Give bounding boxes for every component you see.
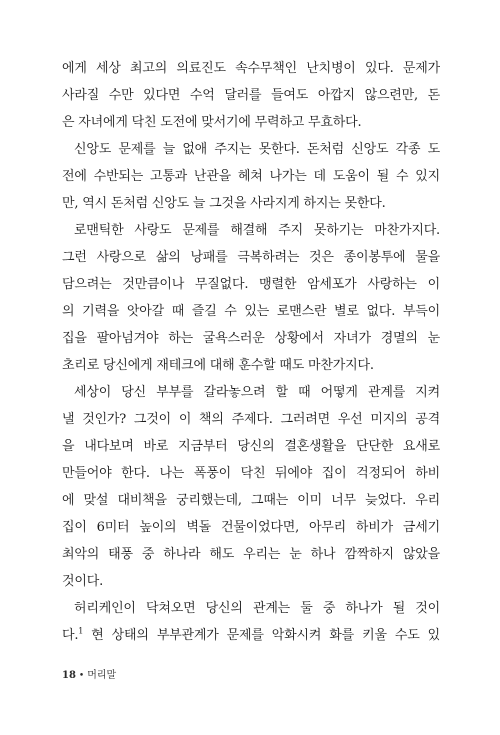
body-line: 세상이 당신 부부를 갈라놓으려 할 때 어떻게 관계를 지켜 xyxy=(74,385,440,400)
body-line: 에 맞설 대비책을 궁리했는데, 그때는 이미 너무 늦었다. 우리 xyxy=(62,493,440,508)
body-line: 을 내다보며 바로 지금부터 당신의 결혼생활을 단단한 요새로 xyxy=(62,439,440,454)
body-line: 의 기력을 앗아갈 때 즐길 수 있는 로맨스란 별로 없다. 부득이 xyxy=(62,304,440,319)
body-line: 신앙도 문제를 늘 없애 주지는 못한다. 돈처럼 신앙도 각종 도 xyxy=(74,142,440,157)
body-line: 은 자녀에게 닥친 도전에 맞서기에 무력하고 무효하다. xyxy=(62,115,362,130)
body-line: 사라질 수만 있다면 수억 달러를 들여도 아깝지 않으련만, 돈 xyxy=(62,88,440,103)
body-line-start: 다. xyxy=(62,628,79,643)
body-line: 만들어야 한다. 나는 폭풍이 닥친 뒤에야 집이 걱정되어 하비 xyxy=(62,466,440,481)
body-line: 초리로 당신에게 재테크에 대해 훈수할 때도 마찬가지다. xyxy=(62,358,374,373)
body-line: 낼 것인가? 그것이 이 책의 주제다. 그러려면 우선 미지의 공격 xyxy=(62,412,440,427)
body-line xyxy=(62,623,440,649)
body-line: 것이다. xyxy=(62,574,104,589)
body-line-rest: 현 상태의 부부관계가 문제를 악화시켜 화를 키울 수도 있 xyxy=(91,628,440,643)
body-line: 집을 팔아넘겨야 하는 굴욕스러운 상황에서 자녀가 경멸의 눈 xyxy=(62,331,440,346)
section-title: 머리말 xyxy=(87,670,117,681)
body-line: 만, 역시 돈처럼 신앙도 늘 그것을 사라지게 하지는 못한다. xyxy=(62,196,386,211)
body-line: 최악의 태풍 중 하나라 해도 우리는 눈 하나 깜짝하지 않았을 xyxy=(62,547,440,562)
body-line: 집이 6미터 높이의 벽돌 건물이었다면, 아무리 하비가 금세기 xyxy=(62,520,440,535)
body-line: 전에 수반되는 고통과 난관을 헤쳐 나가는 데 도움이 될 수 있지 xyxy=(62,169,440,184)
body-line: 담으려는 것만큼이나 무질없다. 맹렬한 암세포가 사랑하는 이 xyxy=(62,277,440,292)
body-line: 그런 사랑으로 삶의 낭패를 극복하려는 것은 종이봉투에 물을 xyxy=(62,250,440,265)
footnote-marker: 1 xyxy=(78,626,84,636)
body-line: 에게 세상 최고의 의료진도 속수무책인 난치병이 있다. 문제가 xyxy=(62,61,440,76)
page-number: 18 xyxy=(62,670,76,681)
bullet-separator: • xyxy=(78,671,85,681)
body-line: 허리케인이 닥쳐오면 당신의 관계는 둘 중 하나가 될 것이 xyxy=(74,601,440,616)
body-line: 로맨틱한 사랑도 문제를 해결해 주지 못하기는 마찬가지다. xyxy=(74,223,440,238)
page-footer xyxy=(62,668,116,684)
